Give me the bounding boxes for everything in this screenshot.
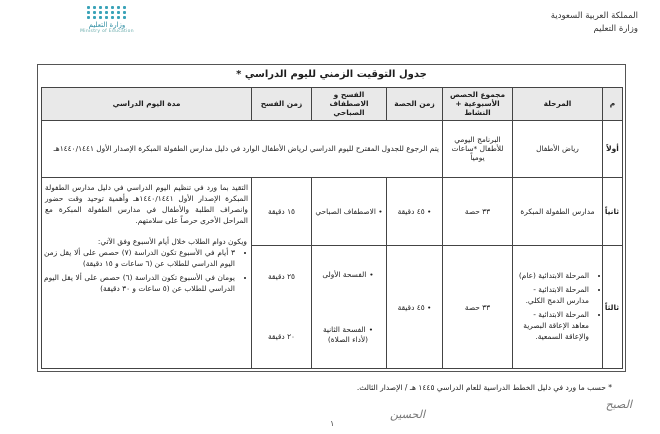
col-header-breaks: الفسح و الاصطفاف الصباحي: [312, 88, 387, 121]
signature-mark: الحسين: [389, 408, 425, 421]
stage-item: • المرحلة الابتدائية (عام): [516, 270, 589, 281]
break-item: • الفسحة الثانية (لأداء الصلاة): [315, 325, 381, 345]
ministry-logo: [75, 4, 139, 44]
col-header-duration: مدة اليوم الدراسي: [42, 88, 252, 121]
ministry-name: وزارة التعليم: [593, 24, 638, 34]
col-header-break-time: زمن الفسح: [252, 88, 312, 121]
row-weekly: ٣٣ حصة: [443, 246, 513, 369]
table-row: [42, 120, 623, 177]
row-stage: رياض الأطفال: [513, 120, 603, 177]
table-title: جدول التوقيت الزمني لليوم الدراسي *: [236, 69, 427, 80]
col-header-num: م: [603, 88, 623, 121]
schedule-frame: [37, 64, 626, 372]
duration-item: • يومان في الأسبوع تكون الدراسة (٦) حصص على ألا يقل اليوم الدراسي للطلاب عن (٥ ساعات و ٣٠ دقيقة): [44, 272, 235, 294]
period-bullet-text: • ٤٥ دقيقة: [397, 207, 432, 217]
break-time-item: ٢٠ دقيقة: [267, 332, 296, 341]
row-period: [387, 178, 443, 246]
col-header-stage: المرحلة: [513, 88, 603, 121]
kingdom-name: المملكة العربية السعودية: [550, 11, 638, 21]
logo-dots-icon: [87, 6, 127, 19]
duration-item: • ٣ أيام في الأسبوع تكون الدراسة (٧) حصص على ألا يقل زمن اليوم الدراسي للطلاب عن (٦ ساعات و ١٥ دقيقة): [44, 247, 235, 269]
row-num: أولاً: [603, 120, 623, 177]
logo-text: وزارة التعليم: [88, 21, 126, 29]
row-num: ثانياً: [603, 178, 623, 246]
schedule-table: [41, 87, 623, 369]
row-stage: مدارس الطفولة المبكرة: [513, 178, 603, 246]
row-weekly: ٣٣ حصة: [443, 178, 513, 246]
page-number: ١: [330, 419, 335, 428]
break-item: الاصطفاف الصباحي: [315, 207, 376, 217]
duration-intro: ويكون دوام الطلاب خلال أيام الأسبوع وفق الآتي:: [97, 237, 247, 246]
row-stages-list: [513, 246, 603, 369]
row-breaks: [312, 246, 387, 369]
break-time-item: ٢٥ دقيقة: [267, 272, 296, 282]
row-num: ثالثاً: [603, 246, 623, 369]
stage-item: • المرحلة الابتدائية - معاهد الإعاقة البصرية والإعاقة السمعية.: [516, 309, 589, 342]
row-break-time: [252, 246, 312, 369]
break-item: • الفسحة الأولى: [315, 270, 381, 280]
row-period: • ٤٥ دقيقة: [387, 246, 443, 369]
duration-text: التقيد بما ورد في تنظيم اليوم الدراسي في دليل مدارس الطفولة المبكرة الإصدار الأول ١٤٤٠/١٤٤١هـ وأهمية توحيد وقت حضور وانصراف الطلبة والأطفال في مدارس الطفولة المبكرة مع المراحل الأخرى حرصاً على سلامتهم.: [45, 183, 248, 225]
logo-subtext: Ministry of Education: [80, 29, 134, 34]
footnote: * حسب ما ورد في دليل الخطط الدراسية للعام الدراسي ١٤٤٥ هـ / الإصدار الثالث.: [356, 383, 612, 392]
duration-schedule-block: [44, 236, 247, 297]
stage-item: • المرحلة الابتدائية - مدارس الدمج الكلي.: [516, 284, 589, 306]
document-header: [551, 10, 638, 36]
col-header-weekly: مجموع الحصص الأسبوعية + النشاط: [443, 88, 513, 121]
row-break-time: ١٥ دقيقة: [252, 178, 312, 246]
row-breaks: • الاصطفاف الصباحي: [312, 178, 387, 246]
row-weekly: البرنامج اليومي للأطفال *ساعات يومياً: [443, 120, 513, 177]
row-merged-note: يتم الرجوع للجدول المقترح لليوم الدراسي لرياض الأطفال الوارد في دليل مدارس الطفولة المبكرة الإصدار الأول ١٤٤٠/١٤٤١هـ: [42, 120, 443, 177]
signature-mark: الصبح: [605, 398, 632, 411]
table-header-row: [42, 88, 623, 121]
col-header-period: زمن الحصة: [387, 88, 443, 121]
